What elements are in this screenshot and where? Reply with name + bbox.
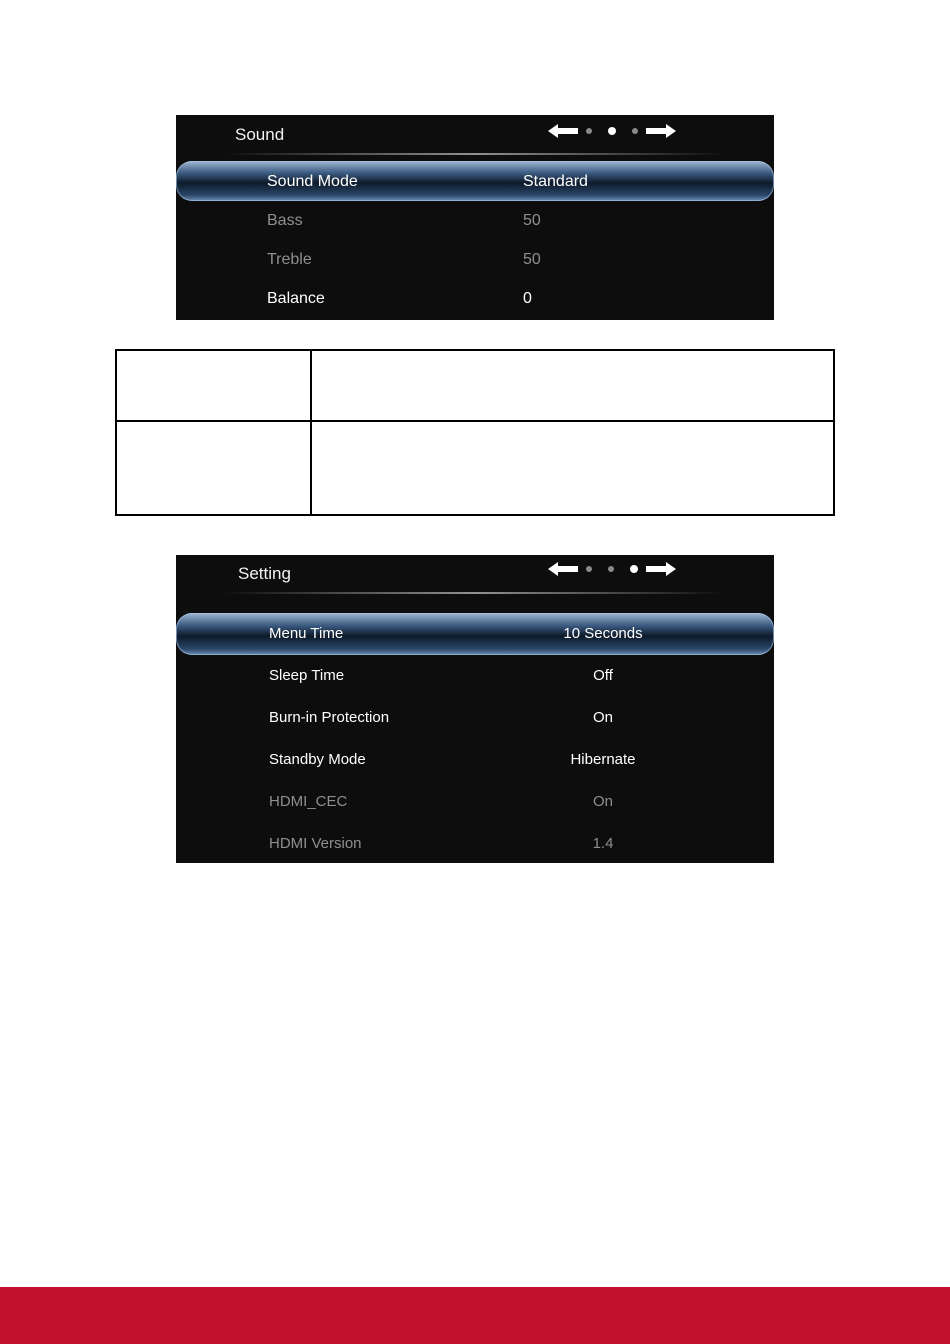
table-cell xyxy=(311,350,834,421)
menu-item-label: HDMI_CEC xyxy=(269,793,348,810)
menu-item-treble xyxy=(176,247,774,273)
setting-menu-panel xyxy=(176,555,774,863)
footer-bar xyxy=(0,1287,950,1344)
menu-item-value: 1.4 xyxy=(592,835,614,852)
menu-item-sleep-time[interactable] xyxy=(176,663,774,689)
page-dot-active xyxy=(630,565,638,573)
menu-item-label: Menu Time xyxy=(269,625,344,642)
title-divider xyxy=(224,153,726,155)
arrow-right-icon[interactable] xyxy=(646,561,676,577)
table-row xyxy=(116,350,834,421)
table-cell xyxy=(116,421,311,515)
arrow-left-icon[interactable] xyxy=(548,561,578,577)
page-dot xyxy=(586,128,592,134)
page-indicator xyxy=(548,561,676,577)
page-dot-active xyxy=(608,127,616,135)
sound-menu-panel xyxy=(176,115,774,320)
page-dot xyxy=(586,566,592,572)
menu-item-label: HDMI Version xyxy=(269,835,362,852)
menu-item-value: 0 xyxy=(523,290,532,307)
arrow-right-icon[interactable] xyxy=(646,123,676,139)
menu-item-value: 10 Seconds xyxy=(563,625,643,642)
menu-item-value: On xyxy=(592,709,613,726)
title-divider xyxy=(224,592,726,594)
menu-item-label: Treble xyxy=(267,251,312,268)
menu-item-label: Balance xyxy=(267,290,325,307)
page-indicator xyxy=(548,123,676,139)
menu-item-value: Standard xyxy=(523,173,588,190)
table-cell xyxy=(311,421,834,515)
table-row xyxy=(116,421,834,515)
menu-item-label: Standby Mode xyxy=(269,751,366,768)
menu-item-balance[interactable] xyxy=(176,286,774,312)
menu-item-label: Burn-in Protection xyxy=(269,709,390,726)
page-dot xyxy=(608,566,614,572)
menu-item-menu-time[interactable] xyxy=(176,621,774,647)
menu-item-value: On xyxy=(592,793,613,810)
arrow-left-icon[interactable] xyxy=(548,123,578,139)
menu-item-standby-mode[interactable] xyxy=(176,747,774,773)
menu-item-label: Sleep Time xyxy=(269,667,345,684)
menu-item-value: Off xyxy=(593,667,613,684)
description-table xyxy=(115,349,835,516)
menu-item-value: Hibernate xyxy=(570,751,636,768)
menu-item-label: Sound Mode xyxy=(267,173,358,190)
table-cell xyxy=(116,350,311,421)
menu-item-bass xyxy=(176,208,774,234)
page-dot xyxy=(632,128,638,134)
menu-item-sound-mode[interactable] xyxy=(176,169,774,195)
menu-item-burn-in-protection[interactable] xyxy=(176,705,774,731)
sound-menu-title: Sound xyxy=(235,125,285,144)
menu-item-hdmi-version xyxy=(176,831,774,857)
menu-item-hdmi-cec xyxy=(176,789,774,815)
menu-item-label: Bass xyxy=(267,212,303,229)
menu-item-value: 50 xyxy=(523,251,541,268)
setting-menu-title: Setting xyxy=(238,564,291,583)
menu-item-value: 50 xyxy=(523,212,541,229)
